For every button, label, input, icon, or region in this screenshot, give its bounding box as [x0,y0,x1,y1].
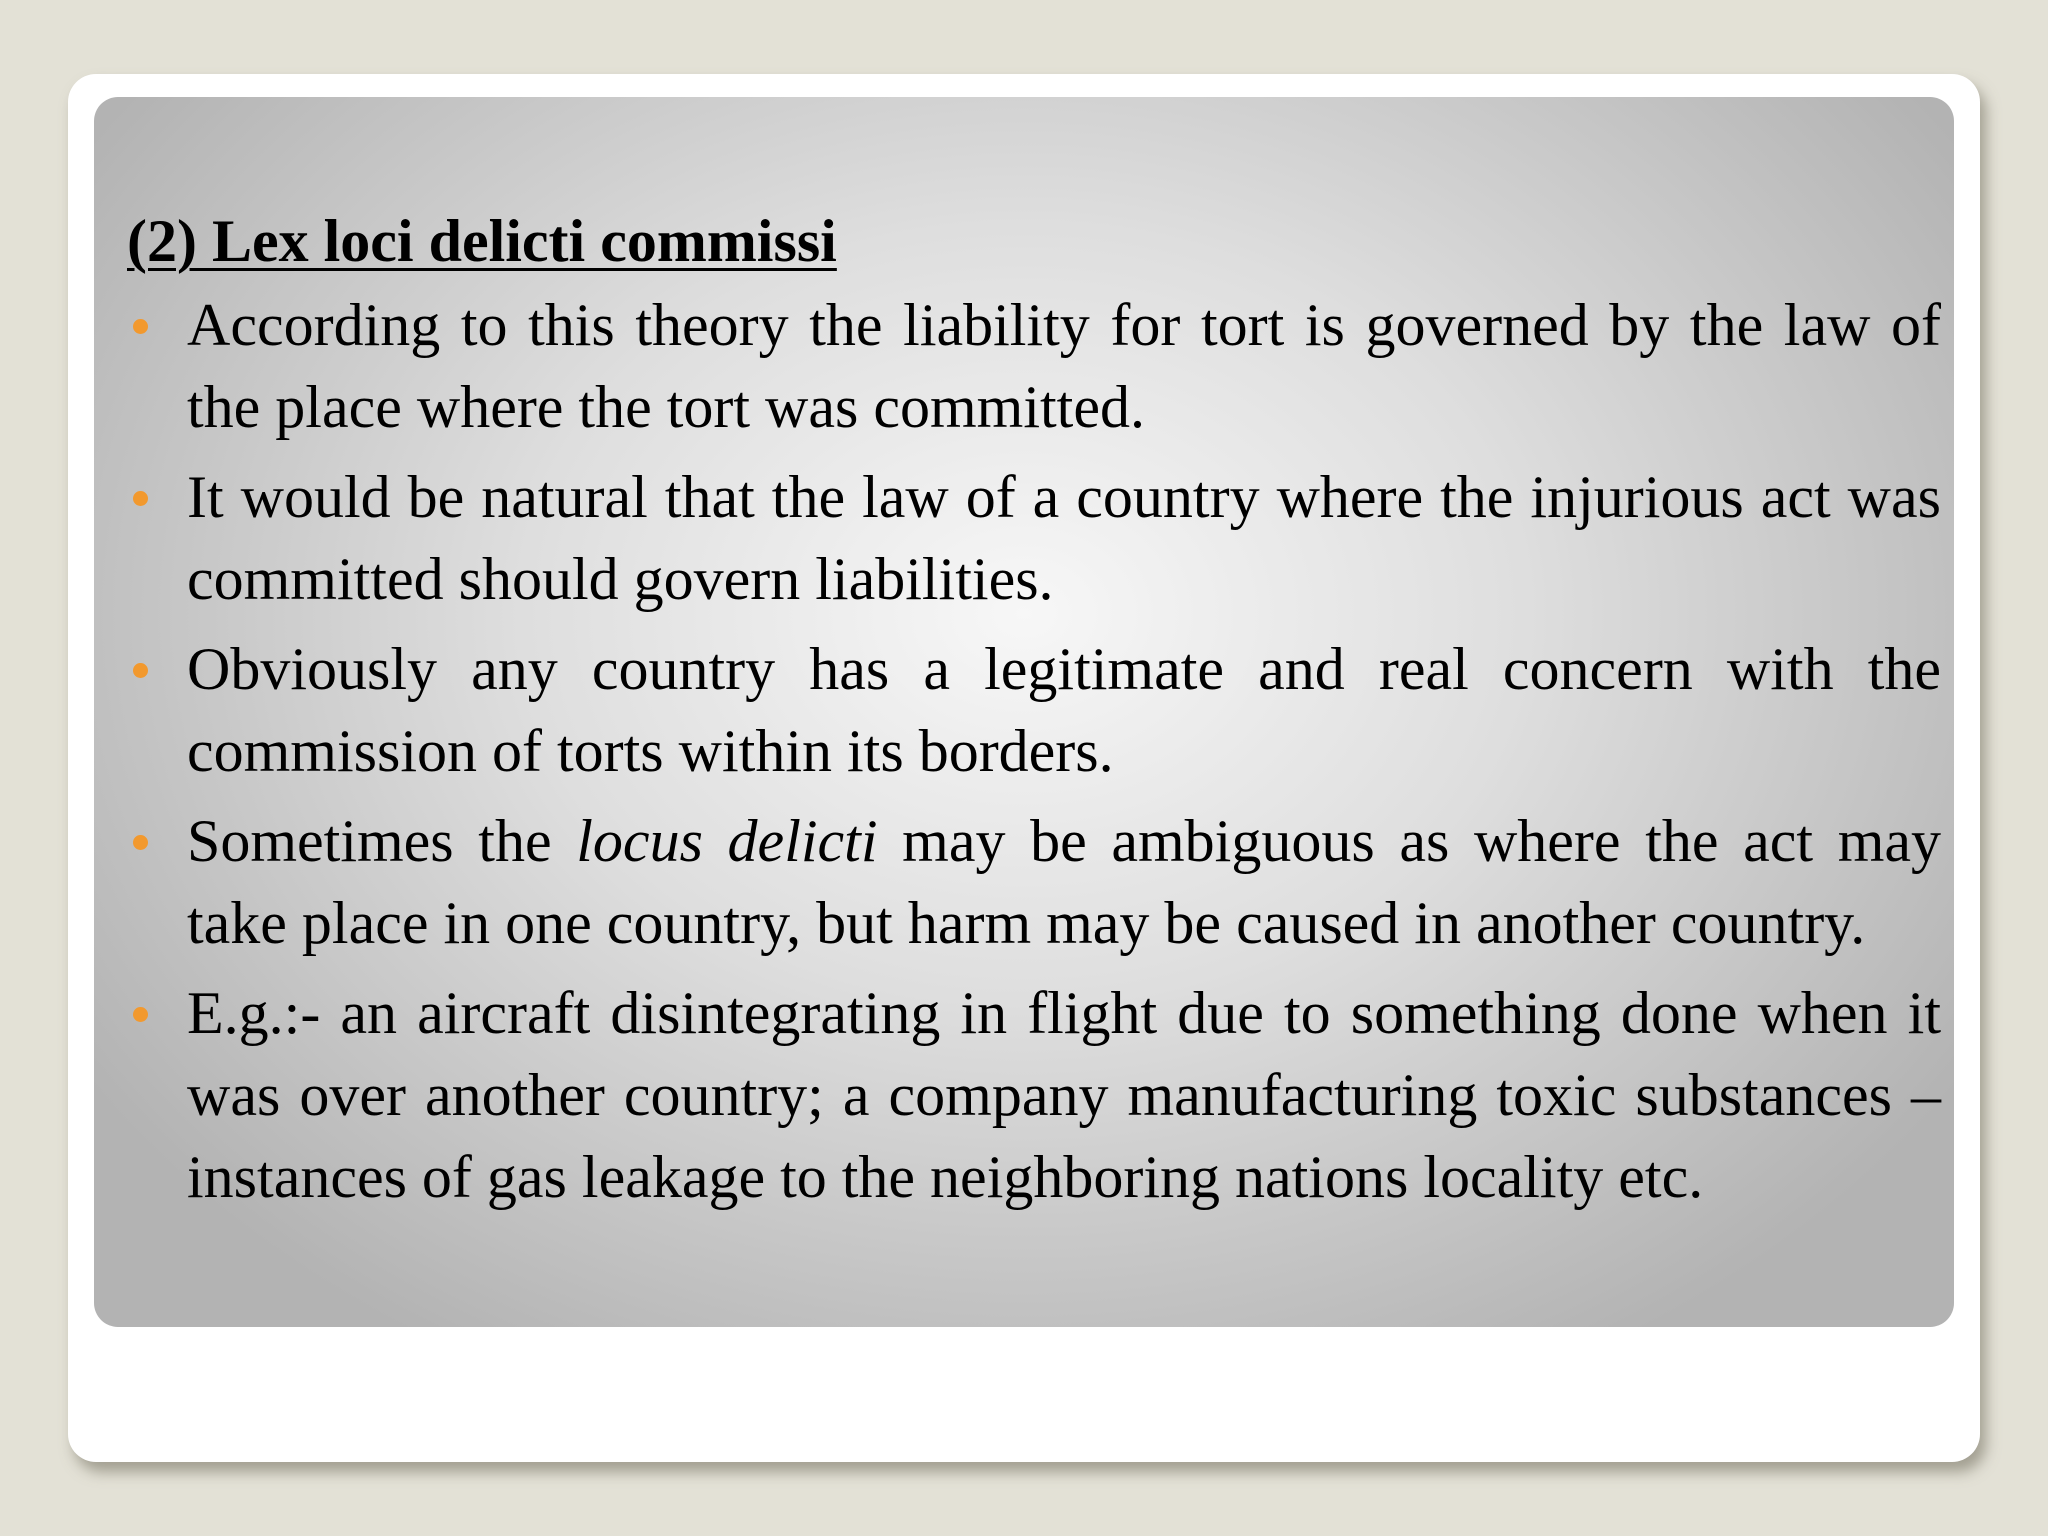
slide-content [127,200,1941,1226]
bullet-item-3 [127,628,1941,792]
bullet-item-1 [127,284,1941,448]
bullet-dot-icon [133,835,148,850]
bullet-dot-icon [133,491,148,506]
bullet-text-after: may be ambiguous as where the act may take place in one country, but harm may be caused in another country. [187,808,1942,956]
bullet-list [127,284,1941,1218]
bullet-dot-icon [133,1007,148,1022]
bullet-text: E.g.:- an aircraft disintegrating in flight due to something done when it was over another country; a company manufacturing toxic substances – instances of gas leakage to the neighboring nations locality etc. [187,980,1941,1210]
bullet-dot-icon [133,663,148,678]
bullet-item-5 [127,972,1941,1218]
bullet-text: According to this theory the liability for tort is governed by the law of the place where the tort was committed. [187,292,1941,440]
bullet-item-4 [127,800,1941,964]
bullet-dot-icon [133,319,148,334]
bullet-text: Obviously any country has a legitimate and real concern with the commission of torts within its borders. [187,636,1941,784]
bullet-text-before: Sometimes the [187,808,577,874]
bullet-item-2 [127,456,1941,620]
bullet-text: It would be natural that the law of a country where the injurious act was committed should govern liabilities. [187,464,1941,612]
slide-heading: (2) Lex loci delicti commissi [127,208,837,274]
bullet-text-italic: locus delicti [576,808,878,874]
